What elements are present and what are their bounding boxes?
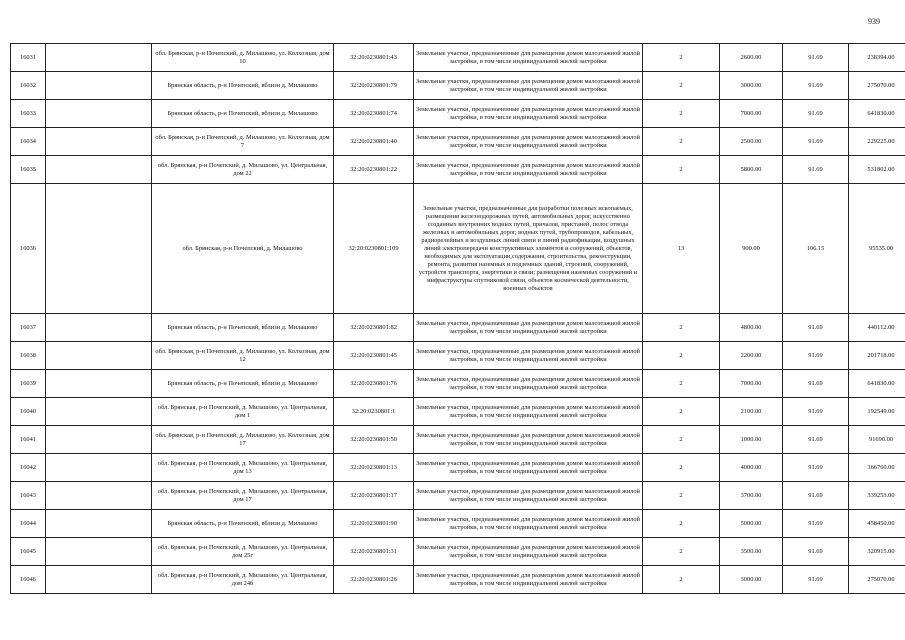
address-cell: Брянская область, р-н Почепский, вблизи д. Милашово	[152, 72, 334, 100]
use-group-cell: 2	[643, 370, 720, 398]
use-group-cell: 13	[643, 184, 720, 314]
cadastral-number-cell: 32:20:0230801:26	[334, 566, 414, 594]
use-group-cell: 2	[643, 100, 720, 128]
area-cell: 1000.00	[720, 426, 783, 454]
table-row	[11, 314, 905, 342]
row-number-cell: 16040	[11, 398, 46, 426]
address-cell: обл. Брянская, р-н Почепский, д. Милашово, ул. Колхозная, дом 17	[152, 426, 334, 454]
specific-value-cell: 91.69	[783, 482, 849, 510]
row-number-cell: 16043	[11, 482, 46, 510]
table-row	[11, 184, 905, 314]
cadastral-number-cell: 32:20:0230801:90	[334, 510, 414, 538]
spacer-cell	[46, 72, 152, 100]
table-row	[11, 566, 905, 594]
cadastral-value-cell: 229225.00	[849, 128, 905, 156]
cadastral-number-cell: 32:20:0230801:79	[334, 72, 414, 100]
cadastral-value-cell: 91690.00	[849, 426, 905, 454]
permitted-use-cell: Земельные участки, предназначенные для размещения домов малоэтажной жилой застройки, в том числе индивидуальной жилой застройки	[414, 566, 643, 594]
area-cell: 7000.00	[720, 370, 783, 398]
permitted-use-cell: Земельные участки, предназначенные для размещения домов малоэтажной жилой застройки, в том числе индивидуальной жилой застройки	[414, 370, 643, 398]
area-cell: 900.00	[720, 184, 783, 314]
spacer-cell	[46, 426, 152, 454]
page-number: 939	[868, 17, 880, 26]
address-cell: обл. Брянская, р-н Почепский, д. Милашово, ул. Центральная, дом 25г	[152, 538, 334, 566]
use-group-cell: 2	[643, 44, 720, 72]
row-number-cell: 16036	[11, 184, 46, 314]
permitted-use-cell: Земельные участки, предназначенные для размещения домов малоэтажной жилой застройки, в том числе индивидуальной жилой застройки	[414, 538, 643, 566]
table-row	[11, 100, 905, 128]
address-cell: обл. Брянская, р-н Почепский, д. Милашово	[152, 184, 334, 314]
cadastral-value-cell: 320915.00	[849, 538, 905, 566]
address-cell: обл. Брянская, р-н Почепский, д. Милашово, ул. Колхозная, дом 7	[152, 128, 334, 156]
cadastral-number-cell: 32:20:0230801:13	[334, 454, 414, 482]
cadastral-value-cell: 95535.00	[849, 184, 905, 314]
spacer-cell	[46, 510, 152, 538]
table-row	[11, 510, 905, 538]
table-row	[11, 342, 905, 370]
cadastral-value-cell: 275070.00	[849, 72, 905, 100]
cadastral-number-cell: 32:20:0230801:45	[334, 342, 414, 370]
area-cell: 3000.00	[720, 566, 783, 594]
specific-value-cell: 91.69	[783, 510, 849, 538]
spacer-cell	[46, 128, 152, 156]
address-cell: Брянская область, р-н Почепский, вблизи д. Милашово	[152, 510, 334, 538]
spacer-cell	[46, 100, 152, 128]
cadastral-value-cell: 641830.00	[849, 370, 905, 398]
address-cell: Брянская область, р-н Почепский, вблизи д. Милашово	[152, 100, 334, 128]
row-number-cell: 16045	[11, 538, 46, 566]
row-number-cell: 16044	[11, 510, 46, 538]
use-group-cell: 2	[643, 156, 720, 184]
spacer-cell	[46, 156, 152, 184]
address-cell: обл. Брянская, р-н Почепский, д. Милашово, ул. Центральная, дом 22	[152, 156, 334, 184]
spacer-cell	[46, 184, 152, 314]
use-group-cell: 2	[643, 314, 720, 342]
permitted-use-cell: Земельные участки, предназначенные для размещения домов малоэтажной жилой застройки, в том числе индивидуальной жилой застройки	[414, 128, 643, 156]
specific-value-cell: 91.69	[783, 566, 849, 594]
address-cell: обл. Брянская, р-н Почепский, д. Милашово, ул. Центральная, дом 1	[152, 398, 334, 426]
cadastral-value-cell: 238394.00	[849, 44, 905, 72]
row-number-cell: 16034	[11, 128, 46, 156]
table-row	[11, 398, 905, 426]
use-group-cell: 2	[643, 72, 720, 100]
specific-value-cell: 91.69	[783, 100, 849, 128]
area-cell: 2500.00	[720, 128, 783, 156]
specific-value-cell: 91.69	[783, 398, 849, 426]
cadastral-number-cell: 32:20:0230801:76	[334, 370, 414, 398]
area-cell: 2200.00	[720, 342, 783, 370]
address-cell: обл. Брянская, р-н Почепский, д. Милашово, ул. Колхозная, дом 12	[152, 342, 334, 370]
permitted-use-cell: Земельные участки, предназначенные для размещения домов малоэтажной жилой застройки, в том числе индивидуальной жилой застройки	[414, 72, 643, 100]
area-cell: 2600.00	[720, 44, 783, 72]
specific-value-cell: 91.69	[783, 426, 849, 454]
permitted-use-cell: Земельные участки, предназначенные для размещения домов малоэтажной жилой застройки, в том числе индивидуальной жилой застройки	[414, 454, 643, 482]
cadastral-value-cell: 440112.00	[849, 314, 905, 342]
cadastral-number-cell: 32:20:0230801:17	[334, 482, 414, 510]
address-cell: обл. Брянская, р-н Почепский, д. Милашово, ул. Центральная, дом 13	[152, 454, 334, 482]
specific-value-cell: 91.69	[783, 44, 849, 72]
row-number-cell: 16039	[11, 370, 46, 398]
area-cell: 3500.00	[720, 538, 783, 566]
row-number-cell: 16046	[11, 566, 46, 594]
specific-value-cell: 91.69	[783, 128, 849, 156]
table-row	[11, 44, 905, 72]
use-group-cell: 2	[643, 538, 720, 566]
cadastral-number-cell: 32:20:0230801:74	[334, 100, 414, 128]
row-number-cell: 16037	[11, 314, 46, 342]
table-row	[11, 482, 905, 510]
land-registry-table	[10, 43, 905, 594]
spacer-cell	[46, 398, 152, 426]
use-group-cell: 2	[643, 510, 720, 538]
use-group-cell: 2	[643, 128, 720, 156]
specific-value-cell: 91.69	[783, 538, 849, 566]
permitted-use-cell: Земельные участки, предназначенные для размещения домов малоэтажной жилой застройки, в том числе индивидуальной жилой застройки	[414, 510, 643, 538]
spacer-cell	[46, 370, 152, 398]
table-body	[11, 44, 905, 594]
area-cell: 4800.00	[720, 314, 783, 342]
permitted-use-cell: Земельные участки, предназначенные для размещения домов малоэтажной жилой застройки, в том числе индивидуальной жилой застройки	[414, 100, 643, 128]
address-cell: Брянская область, р-н Почепский, вблизи д. Милашово	[152, 314, 334, 342]
table-row	[11, 426, 905, 454]
address-cell: Брянская область, р-н Почепский, вблизи д. Милашово	[152, 370, 334, 398]
cadastral-value-cell: 201718.00	[849, 342, 905, 370]
table-row	[11, 454, 905, 482]
specific-value-cell: 91.69	[783, 454, 849, 482]
permitted-use-cell: Земельные участки, предназначенные для размещения домов малоэтажной жилой застройки, в том числе индивидуальной жилой застройки	[414, 342, 643, 370]
spacer-cell	[46, 538, 152, 566]
address-cell: обл. Брянская, р-н Почепский, д. Милашово, ул. Центральная, дом 17	[152, 482, 334, 510]
specific-value-cell: 91.69	[783, 342, 849, 370]
cadastral-value-cell: 531802.00	[849, 156, 905, 184]
use-group-cell: 2	[643, 566, 720, 594]
row-number-cell: 16031	[11, 44, 46, 72]
area-cell: 4000.00	[720, 454, 783, 482]
table-row	[11, 72, 905, 100]
table-row	[11, 370, 905, 398]
address-cell: обл. Брянская, р-н Почепский, д. Милашово, ул. Колхозная, дом 10	[152, 44, 334, 72]
cadastral-number-cell: 32:20:0230801:40	[334, 128, 414, 156]
cadastral-number-cell: 32:20:0230801:22	[334, 156, 414, 184]
spacer-cell	[46, 314, 152, 342]
cadastral-number-cell: 32:20:0230801:50	[334, 426, 414, 454]
spacer-cell	[46, 44, 152, 72]
row-number-cell: 16033	[11, 100, 46, 128]
permitted-use-cell: Земельные участки, предназначенные для размещения домов малоэтажной жилой застройки, в том числе индивидуальной жилой застройки	[414, 398, 643, 426]
row-number-cell: 16035	[11, 156, 46, 184]
row-number-cell: 16041	[11, 426, 46, 454]
cadastral-number-cell: 32:20:0230801:82	[334, 314, 414, 342]
address-cell: обл. Брянская, р-н Почепский, д. Милашово, ул. Центральная, дом 24б	[152, 566, 334, 594]
cadastral-value-cell: 366760.00	[849, 454, 905, 482]
permitted-use-cell: Земельные участки, предназначенные для разработки полезных ископаемых, размещения железнодорожных путей, автомобильных дорог, искусственно созданных внутренних водных путей, причалов, пристаней, полос отвода железных и автомобильных дорог, водных путей, трубопроводов, кабельных, радиорелейных и воздушных линий связи и линий радиофикации, воздушных линий электропередачи конструктивных элементов и сооружений, объектов, необходимых для эксплуатации,содержания, строительства, реконструкции, ремонта, развития наземных и подземных зданий, строений, сооружений, устройств транспорта, энергетики и связи; размещения наземных сооружений и инфраструктуры спутниковой связи, объектов космической деятельности, военных объектов	[414, 184, 643, 314]
area-cell: 2100.00	[720, 398, 783, 426]
spacer-cell	[46, 342, 152, 370]
cadastral-value-cell: 275070.00	[849, 566, 905, 594]
row-number-cell: 16032	[11, 72, 46, 100]
cadastral-number-cell: 32:20:0230801:109	[334, 184, 414, 314]
permitted-use-cell: Земельные участки, предназначенные для размещения домов малоэтажной жилой застройки, в том числе индивидуальной жилой застройки	[414, 482, 643, 510]
permitted-use-cell: Земельные участки, предназначенные для размещения домов малоэтажной жилой застройки, в том числе индивидуальной жилой застройки	[414, 156, 643, 184]
use-group-cell: 2	[643, 398, 720, 426]
area-cell: 5800.00	[720, 156, 783, 184]
permitted-use-cell: Земельные участки, предназначенные для размещения домов малоэтажной жилой застройки, в том числе индивидуальной жилой застройки	[414, 44, 643, 72]
cadastral-number-cell: 32:20:0230801:43	[334, 44, 414, 72]
use-group-cell: 2	[643, 342, 720, 370]
specific-value-cell: 91.69	[783, 370, 849, 398]
spacer-cell	[46, 482, 152, 510]
cadastral-number-cell: 32:20:0230801:1	[334, 398, 414, 426]
table-row	[11, 128, 905, 156]
cadastral-value-cell: 458450.00	[849, 510, 905, 538]
area-cell: 5000.00	[720, 510, 783, 538]
use-group-cell: 2	[643, 482, 720, 510]
cadastral-value-cell: 192549.00	[849, 398, 905, 426]
specific-value-cell: 91.69	[783, 156, 849, 184]
area-cell: 7000.00	[720, 100, 783, 128]
row-number-cell: 16042	[11, 454, 46, 482]
area-cell: 3000.00	[720, 72, 783, 100]
use-group-cell: 2	[643, 426, 720, 454]
row-number-cell: 16038	[11, 342, 46, 370]
spacer-cell	[46, 454, 152, 482]
cadastral-value-cell: 641830.00	[849, 100, 905, 128]
table-row	[11, 156, 905, 184]
area-cell: 3700.00	[720, 482, 783, 510]
cadastral-number-cell: 32:20:0230801:31	[334, 538, 414, 566]
specific-value-cell: 106.15	[783, 184, 849, 314]
permitted-use-cell: Земельные участки, предназначенные для размещения домов малоэтажной жилой застройки, в том числе индивидуальной жилой застройки	[414, 426, 643, 454]
permitted-use-cell: Земельные участки, предназначенные для размещения домов малоэтажной жилой застройки, в том числе индивидуальной жилой застройки	[414, 314, 643, 342]
spacer-cell	[46, 566, 152, 594]
use-group-cell: 2	[643, 454, 720, 482]
specific-value-cell: 91.69	[783, 72, 849, 100]
specific-value-cell: 91.69	[783, 314, 849, 342]
cadastral-value-cell: 339253.00	[849, 482, 905, 510]
table-row	[11, 538, 905, 566]
